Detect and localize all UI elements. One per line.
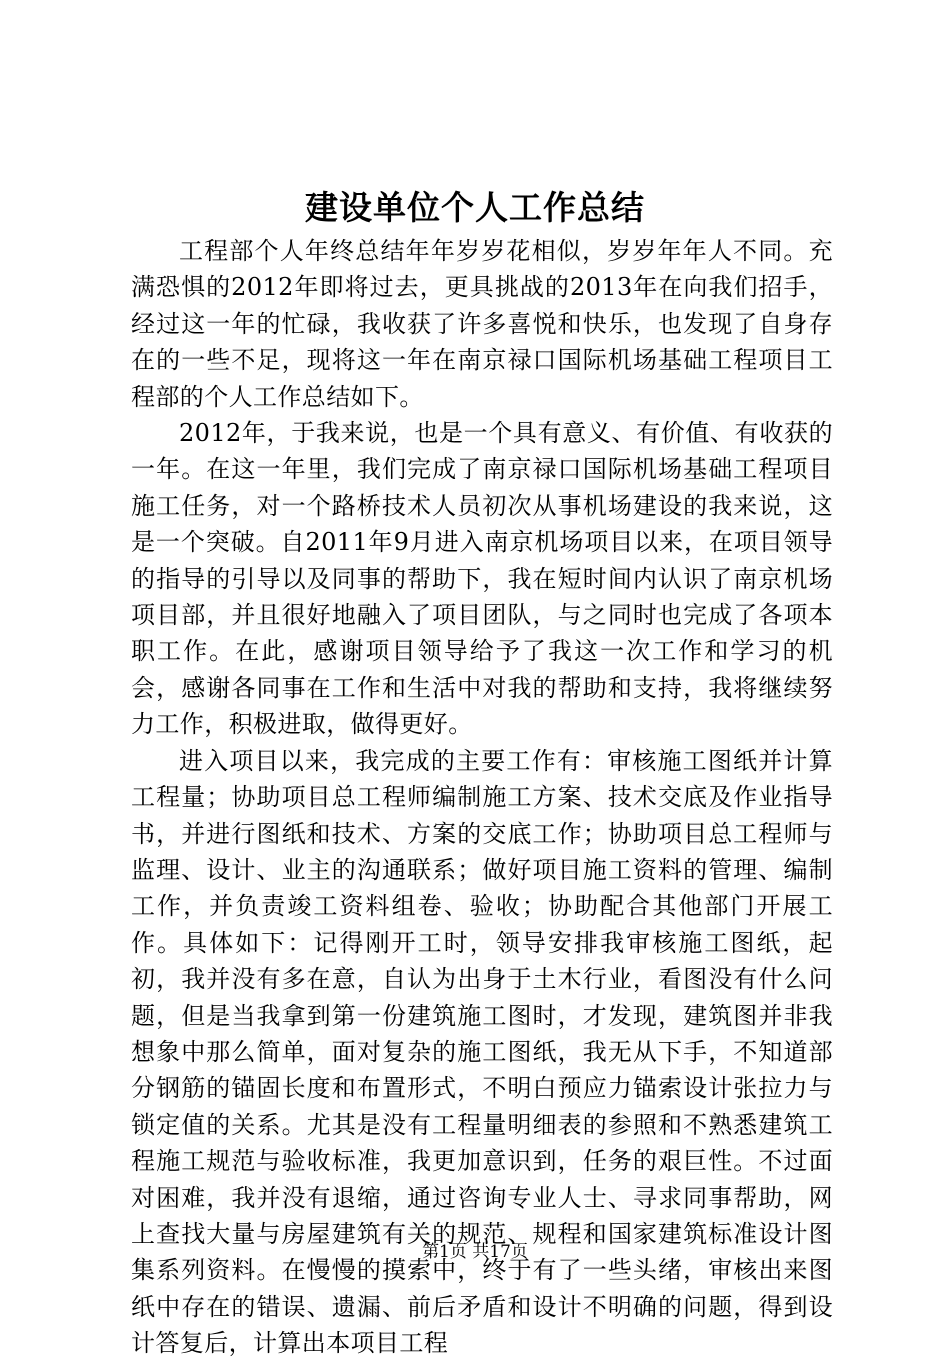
page-number-footer: 第1页 共17页 [422,1242,528,1262]
document-body [131,233,833,1362]
paragraph-3: 进入项目以来，我完成的主要工作有：审核施工图纸并计算工程量；协助项目总工程师编制施工方案、技术交底及作业指导书，并进行图纸和技术、方案的交底工作；协助项目总工程师与监理、设计、业主的沟通联系；做好项目施工资料的管理、编制工作，并负责竣工资料组卷、验收；协助配合其他部门开展工作。具体如下：记得刚开工时，领导安排我审核施工图纸，起初，我并没有多在意，自认为出身于土木行业，看图没有什么问题，但是当我拿到第一份建筑施工图时，才发现，建筑图并非我想象中那么简单，面对复杂的施工图纸，我无从下手，不知道部分钢筋的锚固长度和布置形式，不明白预应力锚索设计张拉力与锁定值的关系。尤其是没有工程量明细表的参照和不熟悉建筑工程施工规范与验收标准，我更加意识到，任务的艰巨性。不过面对困难，我并没有退缩，通过咨询专业人士、寻求同事帮助，网上查找大量与房屋建筑有关的规范、规程和国家建筑标准设计图集系列资料。在慢慢的摸索中，终于有了一些头绪，审核出来图纸中存在的错误、遗漏、前后矛盾和设计不明确的问题，得到设计答复后，计算出本项目工程 [131,746,833,1358]
paragraph-2: 2012年，于我来说，也是一个具有意义、有价值、有收获的一年。在这一年里，我们完成了南京禄口国际机场基础工程项目施工任务，对一个路桥技术人员初次从事机场建设的我来说，这是一个突破。自2011年9月进入南京机场项目以来，在项目领导的指导的引导以及同事的帮助下，我在短时间内认识了南京机场项目部，并且很好地融入了项目团队，与之同时也完成了各项本职工作。在此，感谢项目领导给予了我这一次工作和学习的机会，感谢各同事在工作和生活中对我的帮助和支持，我将继续努力工作，积极进取，做得更好。 [131,419,833,739]
paragraph-1: 工程部个人年终总结年年岁岁花相似，岁岁年年人不同。充满恐惧的2012年即将过去，更具挑战的2013年在向我们招手，经过这一年的忙碌，我收获了许多喜悦和快乐，也发现了自身存在的一些不足，现将这一年在南京禄口国际机场基础工程项目工程部的个人工作总结如下。 [131,237,833,411]
document-title: 建设单位个人工作总结 [305,188,645,227]
